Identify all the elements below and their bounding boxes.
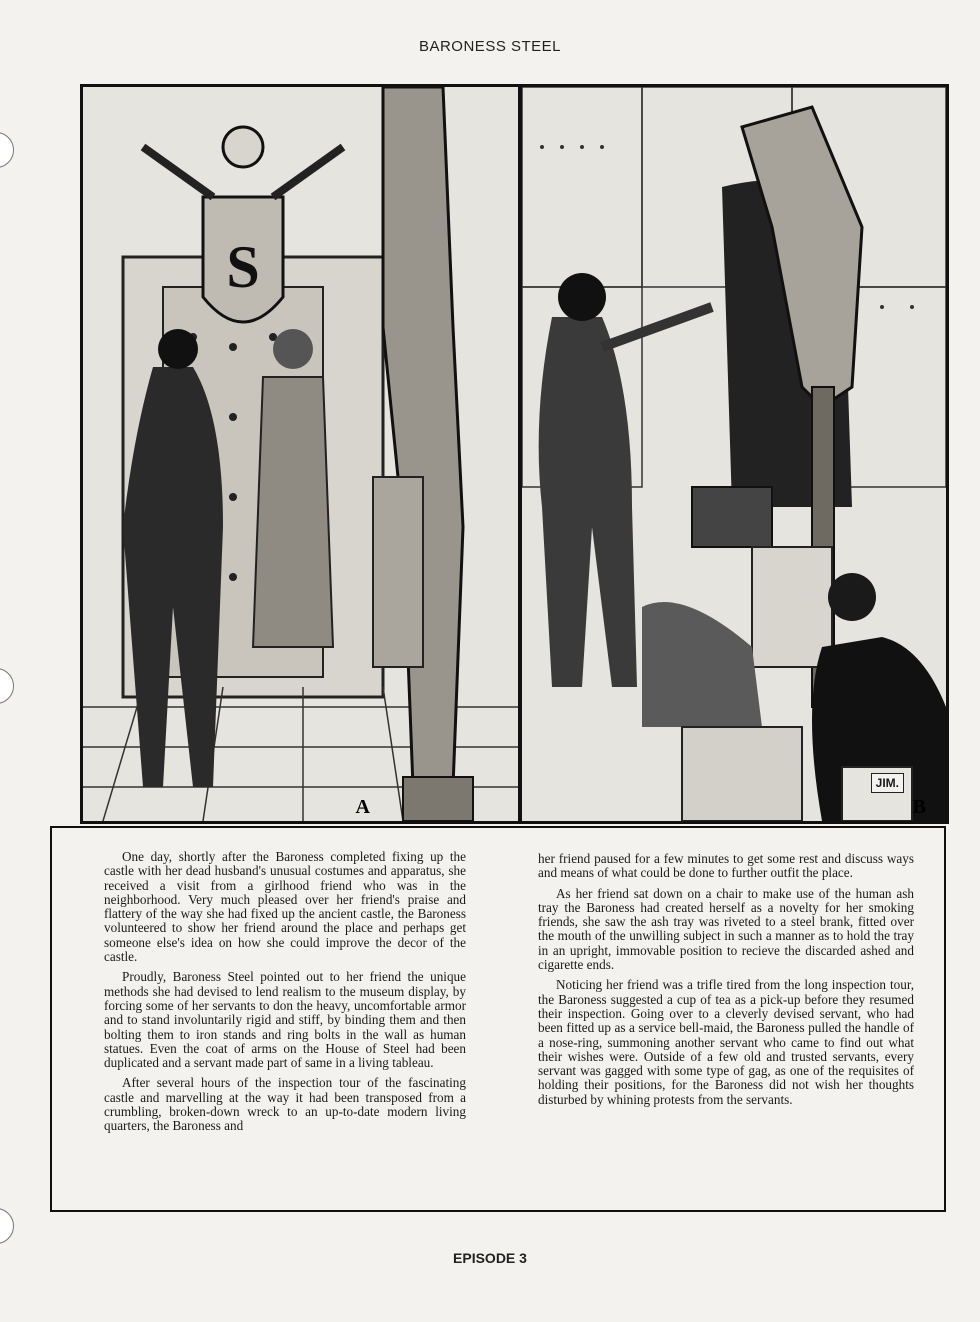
illustration-panel-a — [80, 84, 521, 824]
illustration-a — [83, 87, 518, 821]
story-text-box — [50, 826, 946, 1212]
artist-signature: JIM. — [871, 773, 904, 793]
paragraph: Noticing her friend was a trifle tired from the long inspection tour, the Baroness suggested a cup of tea as a pick-up before they resumed their inspection. Going over to a cleverly devised servant, who had been fitted up as a service bell-maid, the Baroness pulled the handle of a nose-ring, summoning another servant who came to find out what their wishes were. Outside of a few old and trusted servants, every servant was gagged with some type of gag, as one of the requisites of holding their positions, for the Baroness did not wish her thoughts disturbed by whining protests from the servants. — [538, 977, 914, 1107]
text-column-left — [104, 850, 466, 1140]
paragraph: her friend paused for a few minutes to get some rest and discuss ways and means of what could be done to further outfit the place. — [538, 851, 914, 881]
page-header: BARONESS STEEL — [418, 38, 562, 55]
panel-letter: A — [355, 796, 370, 818]
paragraph: After several hours of the inspection tour of the fascinating castle and marvelling at the way it had been transposed from a crumbling, broken-down wreck to an up-to-date modern living quarters, the Baroness and — [104, 1075, 466, 1134]
svg-text:S: S — [226, 234, 260, 300]
paragraph: As her friend sat down on a chair to make use of the human ash tray the Baroness had created herself as a novelty for her smoking friends, she saw the ash tray was riveted to a steel brank, fitted over the mouth of the unwilling subject in such a manner as to hold the tray in an upright, immovable position to recieve the discarded ashed and cigarette ends. — [538, 885, 914, 973]
page-footer: EPISODE 3 — [453, 1250, 527, 1266]
illustration-b — [522, 87, 946, 821]
binder-hole — [0, 1208, 14, 1244]
illustration-panel-b — [519, 84, 949, 824]
binder-hole — [0, 132, 14, 168]
binder-hole — [0, 668, 14, 704]
text-column-right — [538, 852, 914, 1113]
panel-letter: B — [912, 796, 926, 818]
paragraph: Proudly, Baroness Steel pointed out to her friend the unique methods she had devised to lend realism to the museum display, by forcing some of her servants to don the heavy, uncomfortable armor and to stand involuntarily rigid and stiff, by binding them and then bolting them to iron stands and ring bolts in the wall as human statues. Even the coat of arms on the House of Steel had been duplicated and a servant made part of same in a living tableau. — [104, 969, 466, 1071]
paragraph: One day, shortly after the Baroness completed fixing up the castle with her dead husband's unusual costumes and apparatus, she received a visit from a girlhood friend who was in the neighborhood. Very much pleased over her friend's praise and flattery of the way she had fixed up the ancient castle, the Baroness volunteered to show her friend around the place and perhaps get someone else's idea on how she could improve the decor of the castle. — [104, 849, 466, 965]
